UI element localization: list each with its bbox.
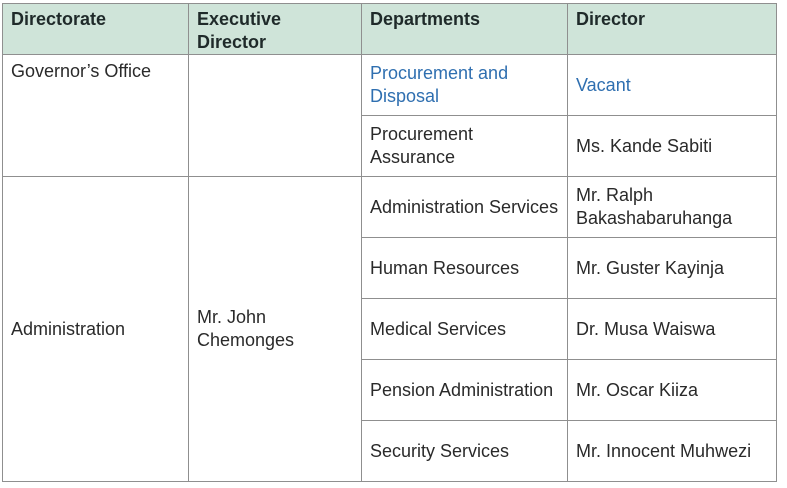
header-directorate: Directorate [3, 4, 189, 55]
table-body [3, 55, 777, 482]
table-row [3, 177, 777, 238]
header-director: Director [568, 4, 777, 55]
department-cell: Procurement and Disposal [362, 55, 568, 116]
director-cell: Dr. Musa Waiswa [568, 299, 777, 360]
header-row [3, 4, 777, 55]
director-cell: Ms. Kande Sabiti [568, 116, 777, 177]
department-cell: Administration Services [362, 177, 568, 238]
directorate-cell: Governor’s Office [3, 55, 189, 177]
executive-director-cell: Mr. John Chemonges [189, 177, 362, 482]
header-departments: Departments [362, 4, 568, 55]
directorate-table [2, 3, 777, 482]
director-cell: Vacant [568, 55, 777, 116]
table-header [3, 4, 777, 55]
directorate-table-container [2, 3, 777, 482]
department-cell: Medical Services [362, 299, 568, 360]
table-row [3, 55, 777, 116]
department-cell: Pension Administration [362, 360, 568, 421]
executive-director-cell [189, 55, 362, 177]
director-cell: Mr. Innocent Muhwezi [568, 421, 777, 482]
department-cell: Human Resources [362, 238, 568, 299]
director-cell: Mr. Oscar Kiiza [568, 360, 777, 421]
department-cell: Procurement Assurance [362, 116, 568, 177]
director-cell: Mr. Guster Kayinja [568, 238, 777, 299]
header-executive-director: Executive Director [189, 4, 362, 55]
director-cell: Mr. Ralph Bakashabaruhanga [568, 177, 777, 238]
department-cell: Security Services [362, 421, 568, 482]
directorate-cell: Administration [3, 177, 189, 482]
